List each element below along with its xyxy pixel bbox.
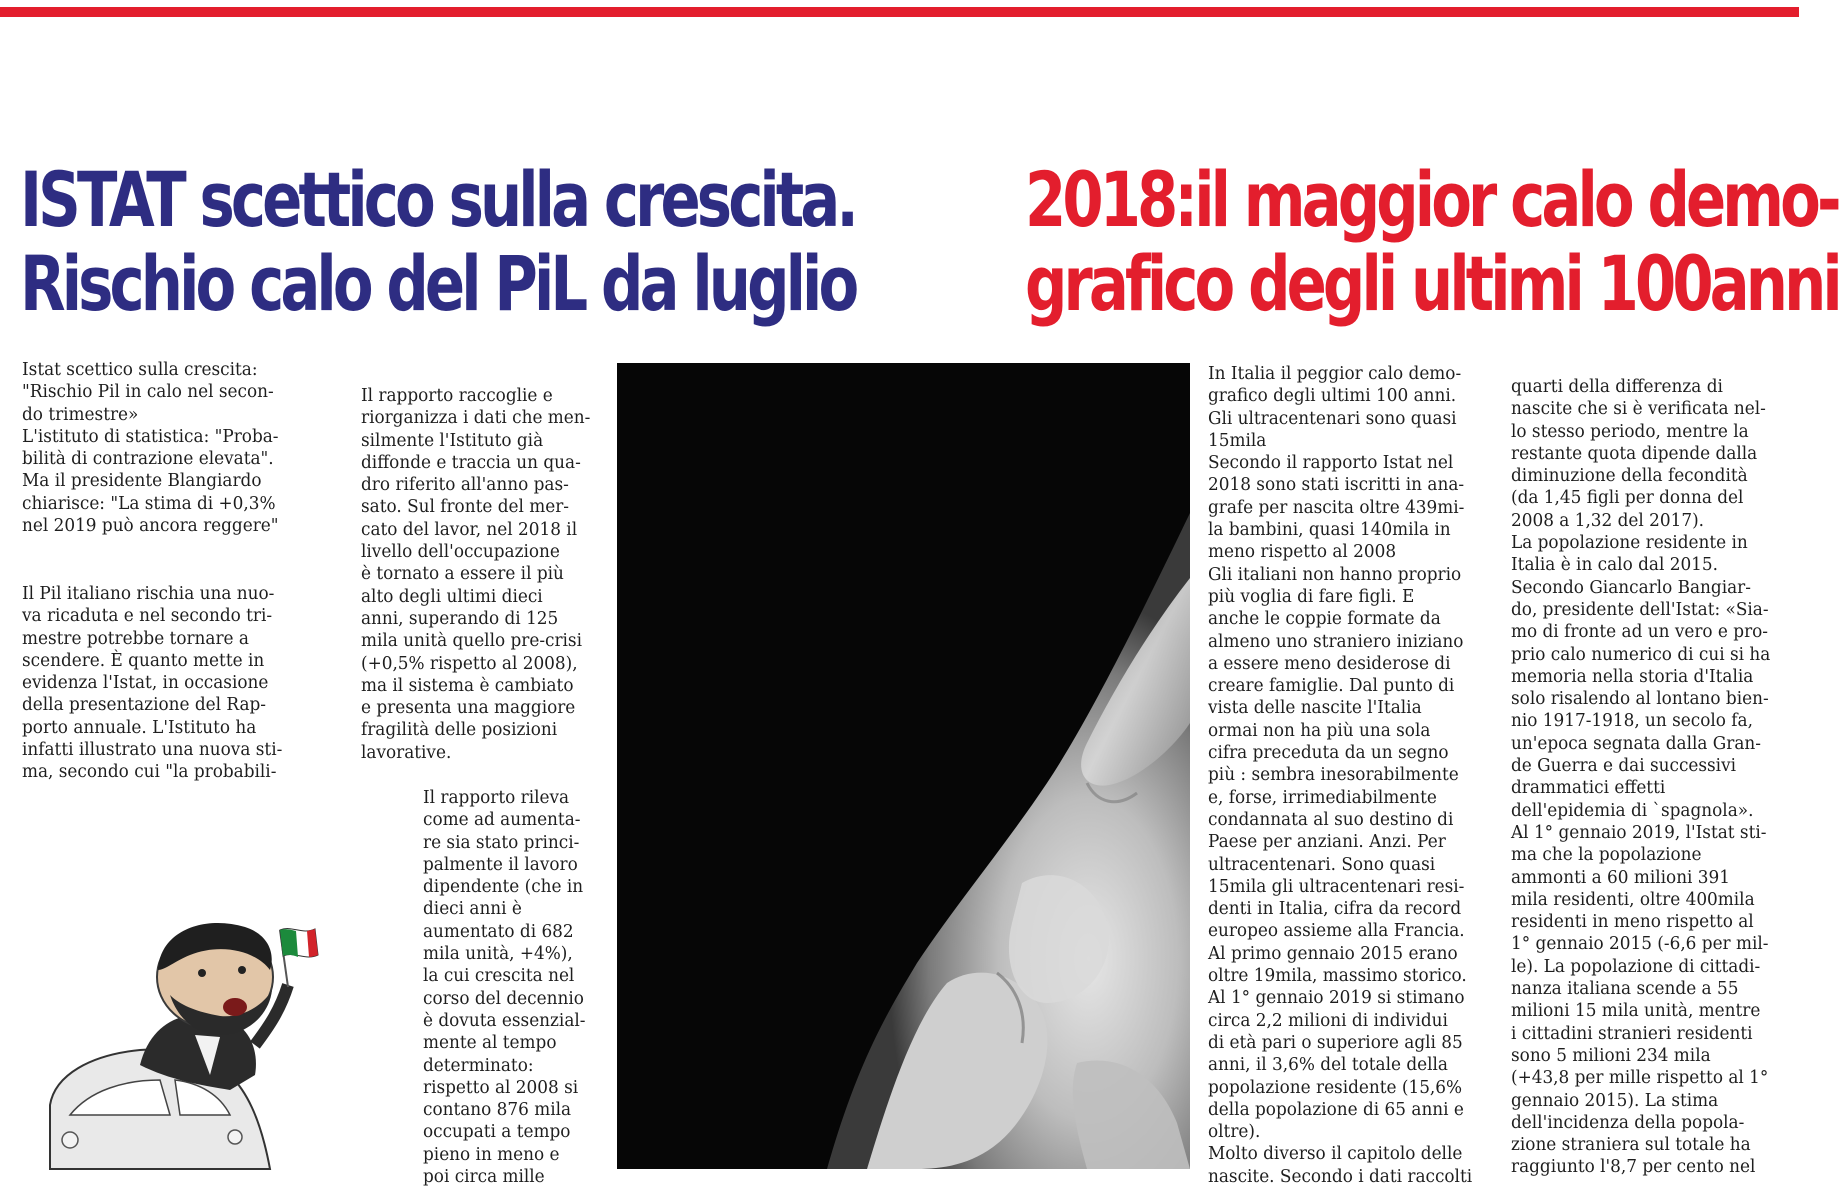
article-left-column-2-bottom-text: Il rapporto rileva come ad aumenta- re sia stato princi- palmente il lavoro dipendente (che in dieci anni è aumentato di 682 mila unità, +4%), la cui crescita nel corso del decennio è dovuta essenzial- mente al tempo determinato: rispetto al 2008 si contano 876 mila occupati a tempo pieno in meno e poi circa mille — [423, 788, 586, 1188]
top-red-rule — [0, 7, 1799, 17]
pointing-hand-photo — [617, 363, 1190, 1169]
article-left-body-text: Il Pil italiano rischia una nuo- va ricaduta e nel secondo tri- mestre potrebbe tornare a scendere. È quanto mette in evidenza l'Istat, in occasione della presentazione del Rap- porto annuale. L'Istituto ha infatti illustrato una nuova sti- ma, secondo cui "la probabili- — [22, 584, 283, 783]
headline-right-line-2: grafico degli ultimi 100anni — [1025, 239, 1839, 328]
article-left-column-2-top-text: Il rapporto raccoglie e riorganizza i dati che men- silmente l'Istituto già diffonde e traccia un qua- dro riferito all'anno pas- sato. Sul fronte del mer- cato del lavor, nel 2018 il livello dell'occupazione è tornato a essere il più alto degli ultimi dieci anni, superando di 125 mila unità quello pre-crisi (+0,5% rispetto al 2008), ma il sistema è cambiato e presenta una maggiore fragilità delle posizioni lavorative. — [361, 386, 591, 763]
pointing-hand-illustration — [617, 363, 1190, 1169]
man-in-car-with-flag-illustration — [30, 915, 350, 1169]
article-right-column-2 — [1511, 376, 1791, 1178]
article-right-column-1 — [1208, 363, 1483, 1187]
headline-left-line-1: ISTAT scettico sulla crescita. — [20, 155, 856, 244]
headline-left-line-2: Rischio calo del PiL da luglio — [20, 239, 856, 328]
politician-caricature — [30, 915, 350, 1169]
article-left-body — [22, 583, 297, 783]
article-left-intro — [22, 359, 297, 539]
article-right-column-2-text: quarti della differenza di nascite che si è verificata nel- lo stesso periodo, mentre la restante quota dipende dalla diminuzione della fecondità (da 1,45 figli per donna del 2008 a 1,32 del 2017). La popolazione residente in Italia è in calo dal 2015. Secondo Giancarlo Bangiar- do, presidente dell'Istat: «Sia- mo di fronte ad un vero e pro- prio calo numerico di cui si ha memoria nella storia d'Italia solo risalendo al lontano bien- nio 1917-1918, un secolo fa, un'epoca segnata dalla Gran- de Guerra e dai successivi drammatici effetti dell'epidemia di `spagnola». Al 1° gennaio 2019, l'Istat sti- ma che la popolazione ammonti a 60 milioni 391 mila residenti, oltre 400mila residenti in meno rispetto al 1° gennaio 2015 (-6,6 per mil- le). La popolazione di cittadi- nanza italiana scende a 55 milioni 15 mila unità, mentre i cittadini stranieri residenti sono 5 milioni 234 mila (+43,8 per mille rispetto al 1° gennaio 2015). La stima dell'incidenza della popola- zione straniera sul totale ha raggiunto l'8,7 per cento nel — [1511, 377, 1771, 1178]
headline-demographic-decline — [1025, 155, 1839, 328]
headline-right-line-1: 2018:il maggior calo demo- — [1025, 155, 1838, 244]
article-left-column-2-top — [361, 385, 611, 765]
article-right-column-1-text: In Italia il peggior calo demo- grafico degli ultimi 100 anni. Gli ultracentenari sono quasi 15mila Secondo il rapporto Istat nel 2018 sono stati iscritti in ana- grafe per nascita oltre 439mi- la bambini, quasi 140mila in meno rispetto al 2008 Gli italiani non hanno proprio più voglia di fare figli. E anche le coppie formate da almeno uno straniero iniziano a essere meno desiderose di creare famiglie. Dal punto di vista delle nascite l'Italia ormai non ha più una sola cifra preceduta da un segno più : sembra inesorabilmente e, forse, irrimediabilmente condannata al suo destino di Paese per anziani. Anzi. Per ultracentenari. Sono quasi 15mila gli ultracentenari resi- denti in Italia, cifra da record europeo assieme alla Francia. Al primo gennaio 2015 erano oltre 19mila, massimo storico. Al 1° gennaio 2019 si stimano circa 2,2 milioni di individui di età pari o superiore agli 85 anni, il 3,6% del totale della popolazione residente (15,6% della popolazione di 65 anni e oltre). Molto diverso il capitolo delle nascite. Secondo i dati raccolti — [1208, 364, 1473, 1187]
headline-istat-growth — [20, 155, 856, 328]
article-left-column-2-bottom — [423, 787, 608, 1188]
article-left-intro-text: Istat scettico sulla crescita: "Rischio Pil in calo nel secon- do trimestre» L'istituto di statistica: "Proba- bilità di contrazione elevata". Ma il presidente Blangiardo chiarisce: "La stima di +0,3% nel 2019 può ancora reggere" — [22, 360, 279, 537]
